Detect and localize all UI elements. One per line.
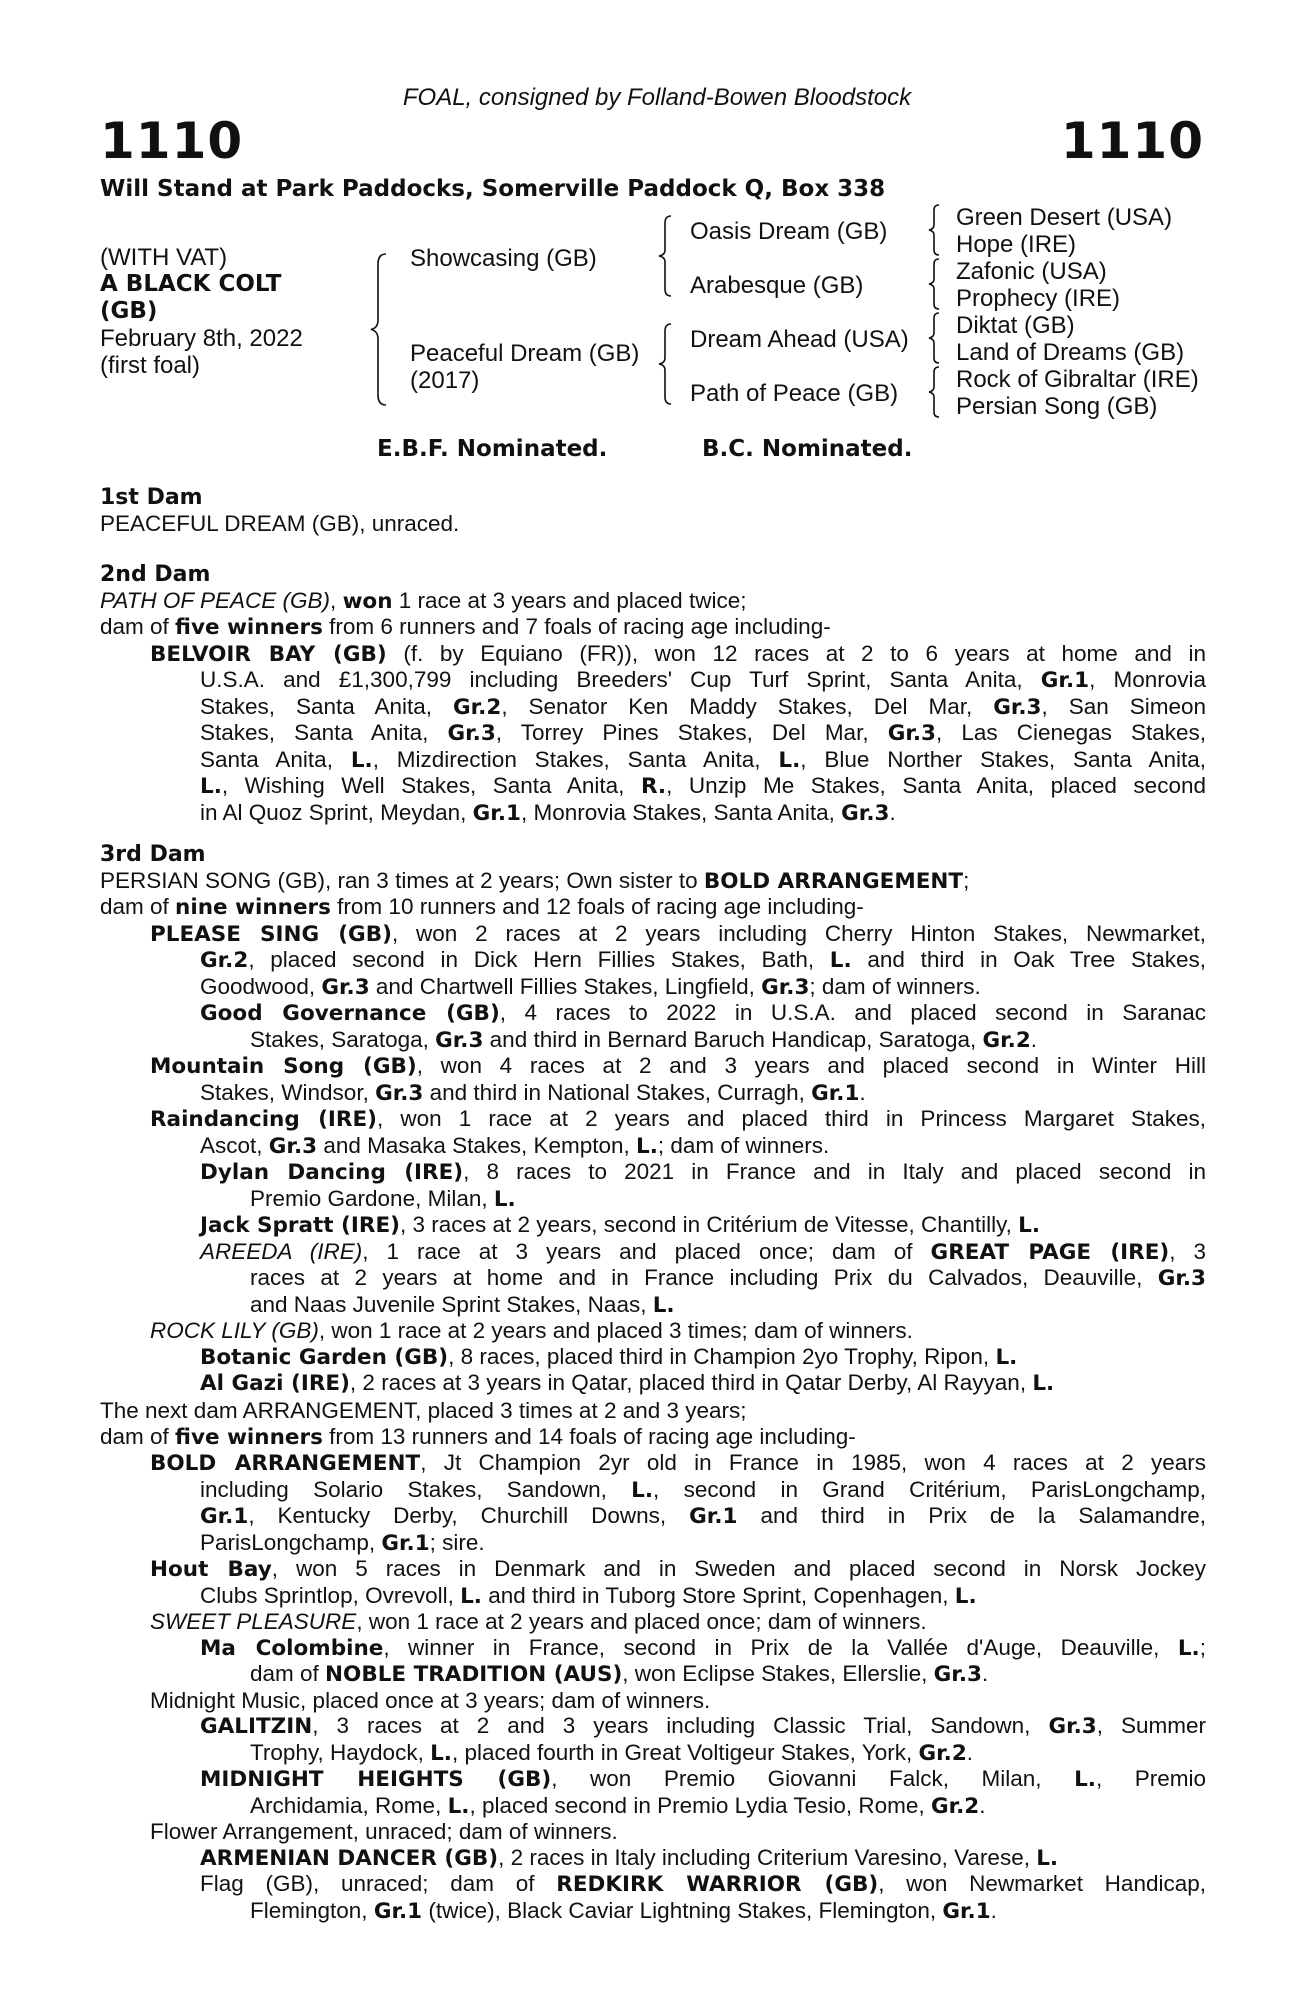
- lot-number-right: 1110: [1060, 112, 1204, 170]
- g1-brace: [926, 203, 942, 257]
- sire-dam-brace: [368, 252, 390, 407]
- second-dam-line: Stakes, Santa Anita, Gr.2, Senator Ken Maddy Stakes, Del Mar, Gr.3, San Simeon: [200, 693, 1206, 720]
- dam-year: (2017): [410, 367, 480, 394]
- ancestor-rock-of-gibraltar: Rock of Gibraltar (IRE): [956, 366, 1199, 393]
- next-dam-line: dam of NOBLE TRADITION (AUS), won Eclipse Stakes, Ellerslie, Gr.3.: [250, 1661, 989, 1687]
- third-dam-line: Mountain Song (GB), won 4 races at 2 and 3 years and placed second in Winter Hill: [150, 1053, 1206, 1079]
- next-dam-line: The next dam ARRANGEMENT, placed 3 times at 2 and 3 years;: [100, 1398, 747, 1423]
- horse-name: A BLACK COLT: [100, 271, 282, 297]
- ancestor-zafonic: Zafonic (USA): [956, 258, 1107, 285]
- next-dam-line: Flag (GB), unraced; dam of REDKIRK WARRIOR (GB), won Newmarket Handicap,: [200, 1871, 1206, 1897]
- ancestor-green-desert: Green Desert (USA): [956, 204, 1173, 231]
- third-dam-line: Raindancing (IRE), won 1 race at 2 years and placed third in Princess Margaret Stakes,: [150, 1106, 1207, 1132]
- consignment-line: FOAL, consigned by Folland-Bowen Bloodstock: [402, 84, 912, 111]
- next-dam-line: GALITZIN, 3 races at 2 and 3 years including Classic Trial, Sandown, Gr.3, Summer: [200, 1713, 1207, 1739]
- lot-number-left: 1110: [100, 112, 244, 170]
- third-dam-line: Dylan Dancing (IRE), 8 races to 2021 in France and in Italy and placed second in: [200, 1159, 1206, 1185]
- second-dam-line: dam of five winners from 6 runners and 7 foals of racing age including-: [100, 614, 831, 640]
- g3-brace: [926, 311, 942, 365]
- next-dam-line: Midnight Music, placed once at 3 years; dam of winners.: [150, 1687, 711, 1713]
- first-dam-heading: 1st Dam: [100, 485, 203, 510]
- ancestor-persian-song: Persian Song (GB): [956, 393, 1158, 420]
- third-dam-line: Al Gazi (IRE), 2 races at 3 years in Qatar, placed third in Qatar Derby, Al Rayyan, L.: [200, 1370, 1055, 1396]
- stand-location: Will Stand at Park Paddocks, Somerville Paddock Q, Box 338: [100, 176, 886, 202]
- second-dam-line: Santa Anita, L., Mizdirection Stakes, Santa Anita, L., Blue Norther Stakes, Santa Anita,: [200, 746, 1206, 773]
- ebf-nomination: E.B.F. Nominated.: [377, 436, 608, 462]
- third-dam-line: ROCK LILY (GB), won 1 race at 2 years and placed 3 times; dam of winners.: [150, 1318, 913, 1343]
- third-dam-line: Ascot, Gr.3 and Masaka Stakes, Kempton, L.; dam of winners.: [200, 1132, 830, 1159]
- next-dam-line: Trophy, Haydock, L., placed fourth in Great Voltigeur Stakes, York, Gr.2.: [250, 1739, 974, 1766]
- third-dam-line: Botanic Garden (GB), 8 races, placed third in Champion 2yo Trophy, Ripon, L.: [200, 1343, 1018, 1370]
- sire-parents-brace: [656, 214, 674, 298]
- first-dam-section: [100, 485, 1206, 536]
- ancestor-diktat: Diktat (GB): [956, 312, 1075, 339]
- foaling-date: February 8th, 2022: [100, 325, 303, 352]
- next-dam-line: BOLD ARRANGEMENT, Jt Champion 2yr old in France in 1985, won 4 races at 2 years: [150, 1450, 1207, 1476]
- next-dam-line: ParisLongchamp, Gr.1; sire.: [200, 1529, 485, 1556]
- next-dam-line: dam of five winners from 13 runners and 14 foals of racing age including-: [100, 1423, 856, 1450]
- second-dam-line: in Al Quoz Sprint, Meydan, Gr.1, Monrovia Stakes, Santa Anita, Gr.3.: [200, 799, 896, 826]
- second-dam-line: BELVOIR BAY (GB) (f. by Equiano (FR)), won 12 races at 2 to 6 years at home and in: [150, 640, 1206, 667]
- vat-note: (WITH VAT): [100, 244, 228, 271]
- g4-brace: [926, 365, 942, 419]
- next-dam-line: SWEET PLEASURE, won 1 race at 2 years and placed once; dam of winners.: [150, 1609, 927, 1634]
- dam-sire: Dream Ahead (USA): [690, 326, 909, 353]
- second-dam-heading: 2nd Dam: [100, 562, 211, 587]
- next-dam-line: Gr.1, Kentucky Derby, Churchill Downs, Gr.1 and third in Prix de la Salamandre,: [200, 1503, 1206, 1529]
- third-dam-line: Stakes, Saratoga, Gr.3 and third in Bernard Baruch Handicap, Saratoga, Gr.2.: [250, 1026, 1038, 1053]
- next-dam-line: Hout Bay, won 5 races in Denmark and in Sweden and placed second in Norsk Jockey: [150, 1556, 1206, 1582]
- third-dam-line: Good Governance (GB), 4 races to 2022 in U.S.A. and placed second in Saranac: [200, 1000, 1206, 1026]
- foal-note: (first foal): [100, 352, 201, 379]
- second-dam-line: PATH OF PEACE (GB), won 1 race at 3 years and placed twice;: [100, 587, 747, 614]
- third-dam-line: Stakes, Windsor, Gr.3 and third in National Stakes, Curragh, Gr.1.: [200, 1079, 866, 1106]
- bc-nomination: B.C. Nominated.: [702, 436, 913, 462]
- ancestor-land-of-dreams: Land of Dreams (GB): [956, 339, 1185, 366]
- third-dam-line: Premio Gardone, Milan, L.: [250, 1185, 516, 1212]
- dam-parents-brace: [656, 322, 674, 406]
- next-dam-line: Flower Arrangement, unraced; dam of winners.: [150, 1819, 618, 1844]
- third-dam-line: races at 2 years at home and in France including Prix du Calvados, Deauville, Gr.3: [250, 1265, 1206, 1291]
- third-dam-heading: 3rd Dam: [100, 842, 206, 867]
- second-dam-line: U.S.A. and £1,300,799 including Breeders' Cup Turf Sprint, Santa Anita, Gr.1, Monrovia: [200, 667, 1206, 693]
- next-dam-line: Clubs Sprintlop, Ovrevoll, L. and third in Tuborg Store Sprint, Copenhagen, L.: [200, 1582, 977, 1609]
- next-dam-line: ARMENIAN DANCER (GB), 2 races in Italy including Criterium Varesino, Varese, L.: [200, 1844, 1059, 1871]
- next-dam-line: MIDNIGHT HEIGHTS (GB), won Premio Giovanni Falck, Milan, L., Premio: [200, 1766, 1206, 1792]
- third-dam-line: Jack Spratt (IRE), 3 races at 2 years, second in Critérium de Vitesse, Chantilly, L.: [200, 1212, 1041, 1238]
- third-dam-line: PLEASE SING (GB), won 2 races at 2 years including Cherry Hinton Stakes, Newmarket,: [150, 920, 1207, 947]
- third-dam-line: PERSIAN SONG (GB), ran 3 times at 2 years; Own sister to BOLD ARRANGEMENT;: [100, 867, 970, 894]
- sire-dam: Arabesque (GB): [690, 272, 864, 299]
- next-dam-line: including Solario Stakes, Sandown, L., second in Grand Critérium, ParisLongchamp,: [200, 1476, 1207, 1503]
- next-dam-line: Flemington, Gr.1 (twice), Black Caviar Lightning Stakes, Flemington, Gr.1.: [250, 1897, 997, 1924]
- horse-origin: (GB): [100, 298, 158, 324]
- dam-name: Peaceful Dream (GB): [410, 340, 640, 367]
- first-dam-text: PEACEFUL DREAM (GB), unraced.: [100, 510, 460, 536]
- g2-brace: [926, 257, 942, 311]
- third-dam-line: dam of nine winners from 10 runners and 12 foals of racing age including-: [100, 894, 864, 920]
- second-dam-section: [100, 562, 1206, 826]
- third-dam-line: and Naas Juvenile Sprint Stakes, Naas, L.: [250, 1291, 675, 1318]
- second-dam-line: L., Wishing Well Stakes, Santa Anita, R., Unzip Me Stakes, Santa Anita, placed second: [200, 773, 1206, 799]
- ancestor-prophecy: Prophecy (IRE): [956, 285, 1121, 312]
- sire-sire: Oasis Dream (GB): [690, 218, 888, 245]
- sire-name: Showcasing (GB): [410, 245, 597, 272]
- next-dam-line: Archidamia, Rome, L., placed second in Premio Lydia Tesio, Rome, Gr.2.: [250, 1792, 986, 1819]
- third-dam-section: [100, 842, 1206, 1397]
- third-dam-line: Gr.2, placed second in Dick Hern Fillies Stakes, Bath, L. and third in Oak Tree Stakes,: [200, 947, 1206, 973]
- dam-dam: Path of Peace (GB): [690, 380, 899, 407]
- third-dam-line: Goodwood, Gr.3 and Chartwell Fillies Stakes, Lingfield, Gr.3; dam of winners.: [200, 973, 981, 1000]
- second-dam-line: Stakes, Santa Anita, Gr.3, Torrey Pines Stakes, Del Mar, Gr.3, Las Cienegas Stakes,: [200, 720, 1206, 746]
- ancestor-hope: Hope (IRE): [956, 231, 1077, 258]
- next-dam-section: [100, 1398, 1206, 1924]
- next-dam-line: Ma Colombine, winner in France, second in Prix de la Vallée d'Auge, Deauville, L.;: [200, 1634, 1206, 1661]
- third-dam-line: AREEDA (IRE), 1 race at 3 years and placed once; dam of GREAT PAGE (IRE), 3: [200, 1238, 1206, 1265]
